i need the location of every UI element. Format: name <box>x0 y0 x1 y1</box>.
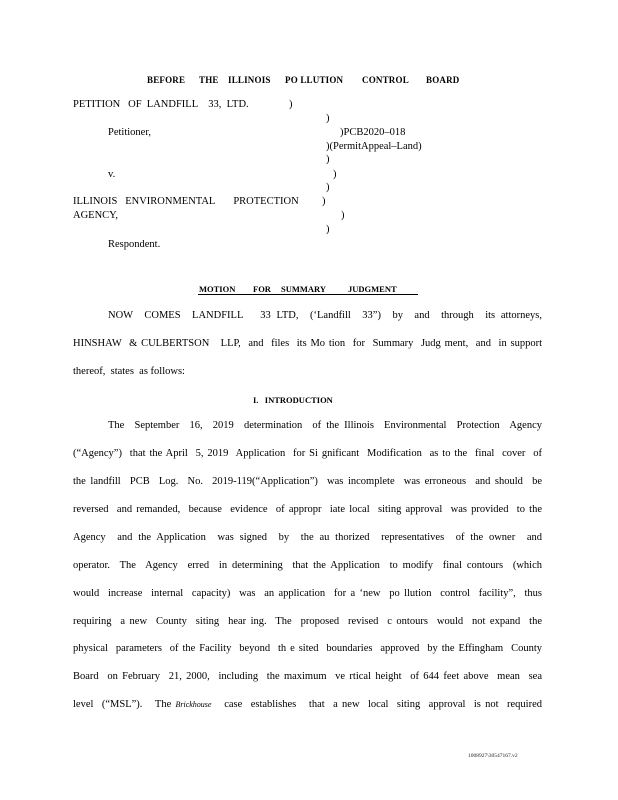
petitioner-label: Petitioner, <box>108 127 152 138</box>
caption-paren: ) <box>326 224 330 235</box>
case-number: )PCB2020–018 <box>340 127 406 138</box>
case-name-italic: Brickhouse <box>175 700 212 709</box>
respondent-label: Respondent. <box>108 239 161 250</box>
paragraph-line: requiring a new County siting hear ing. The proposed revised c ontours would not expand the <box>73 616 542 627</box>
versus-label: v. <box>108 169 116 180</box>
header-word: BEFORE <box>147 75 186 85</box>
paragraph-line: thereof, states as follows: <box>73 366 185 377</box>
header-word: THE <box>199 75 219 85</box>
caption-paren: ) <box>322 196 326 207</box>
line-text: level (“MSL”). The <box>73 699 176 710</box>
caption-paren: ) <box>341 210 345 221</box>
paragraph-line: NOW COMES LANDFILL 33 LTD, (‘Landfill 33”) by and through its attorneys, <box>108 310 542 321</box>
paragraph-line: operator. The Agency erred in determining that the Application to modify final contours (which <box>73 560 542 571</box>
motion-title-word: MOTION <box>199 284 236 294</box>
respondent-name-line2: AGENCY, <box>73 210 119 221</box>
case-type: )(PermitAppeal–Land) <box>326 141 422 152</box>
header-word: PO LLUTION <box>285 75 344 85</box>
petition-line: PETITION OF LANDFILL 33, LTD. <box>73 99 249 110</box>
caption-paren: ) <box>326 154 330 165</box>
motion-title-word: JUDGMENT <box>348 284 397 294</box>
paragraph-line: The September 16, 2019 determination of the Illinois Environmental Protection Agency <box>108 420 542 431</box>
section-heading: I. INTRODUCTION <box>253 395 333 405</box>
paragraph-line: reversed and remanded, because evidence of appropr iate local siting approval was provided to the <box>73 504 542 515</box>
paragraph-line: HINSHAW & CULBERTSON LLP, and files its Mo tion for Summary Judg ment, and in support <box>73 338 542 349</box>
paragraph-line: would increase internal capacity) was an application for a ‘new po llution control facility”, thus <box>73 588 542 599</box>
motion-title-word: FOR <box>253 284 271 294</box>
paragraph-line: (“Agency”) that the April 5, 2019 Application for Si gnificant Modification as to the final cover of <box>73 448 542 459</box>
motion-title-underline <box>198 294 418 295</box>
paragraph-line: physical parameters of the Facility beyond th e sited boundaries approved by the Effingham County <box>73 643 542 654</box>
paragraph-line: Board on February 21, 2000, including the maximum ve rtical height of 644 feet above mean sea <box>73 671 542 682</box>
paragraph-line: the landfill PCB Log. No. 2019-119(“Application”) was incomplete was erroneous and should be <box>73 476 542 487</box>
caption-paren: ) <box>289 99 293 110</box>
caption-paren: ) <box>333 169 337 180</box>
caption-paren: ) <box>326 113 330 124</box>
caption-paren: ) <box>326 182 330 193</box>
respondent-name-line1: ILLINOIS ENVIRONMENTAL PROTECTION <box>73 196 299 207</box>
paragraph-line: Agency and the Application was signed by the au thorized representatives of the owner and <box>73 532 542 543</box>
document-id-footer: 1008927\30547167.v2 <box>468 753 518 759</box>
header-word: ILLINOIS <box>228 75 271 85</box>
header-word: CONTROL <box>362 75 409 85</box>
header-word: BOARD <box>426 75 460 85</box>
line-text: case establishes that a new local siting approval is not required <box>211 699 542 710</box>
paragraph-line-last <box>73 699 542 710</box>
motion-title-word: SUMMARY <box>281 284 327 294</box>
